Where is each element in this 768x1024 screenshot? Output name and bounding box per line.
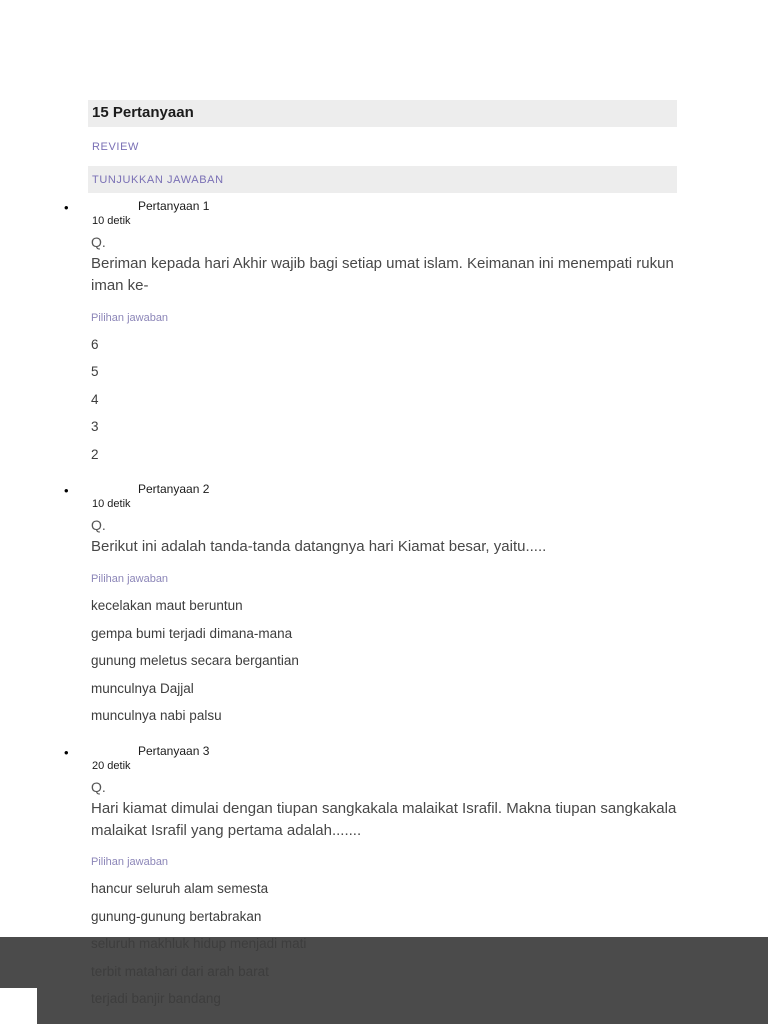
question-prefix: Q. — [91, 234, 106, 251]
question-block — [64, 743, 677, 1021]
choice-option: terbit matahari dari arah barat — [91, 963, 269, 979]
choices-list — [91, 599, 677, 723]
choice-option: hancur seluruh alam semesta — [91, 881, 269, 897]
question-block — [64, 199, 677, 476]
question-timer: 10 detik — [92, 215, 131, 228]
choice-option: 6 — [91, 336, 99, 352]
choice-option: gunung-gunung bertabrakan — [91, 908, 262, 924]
question-label: Pertanyaan 2 — [138, 482, 210, 497]
choices-label: Pilihan jawaban — [91, 856, 169, 869]
question-text: Berikut ini adalah tanda-tanda datangnya hari Kiamat besar, yaitu..... — [91, 538, 547, 556]
show-answers-button[interactable] — [88, 166, 677, 193]
choice-option: seluruh makhluk hidup menjadi mati — [91, 936, 307, 952]
bullet-icon: • — [64, 483, 69, 499]
question-text: Hari kiamat dimulai dengan tiupan sangkakala malaikat Israfil. Makna tiupan sangkakala malaikat Israfil yang pertama adalah....... — [91, 799, 677, 839]
choice-option: terjadi banjir bandang — [91, 991, 221, 1007]
choices-list — [91, 882, 677, 1006]
quiz-question-count: 15 Pertanyaan — [92, 104, 194, 121]
question-timer: 10 detik — [92, 498, 131, 511]
choice-option: 3 — [91, 419, 99, 435]
review-link[interactable]: REVIEW — [92, 141, 139, 153]
bullet-icon: • — [64, 744, 69, 760]
show-answers-label: TUNJUKKAN JAWABAN — [92, 174, 224, 186]
question-text: Beriman kepada hari Akhir wajib bagi setiap umat islam. Keimanan ini menempati rukun iman ke- — [91, 255, 674, 294]
question-prefix: Q. — [91, 517, 106, 534]
bullet-icon: • — [64, 200, 69, 215]
question-label: Pertanyaan 3 — [138, 743, 210, 758]
choice-option: kecelakan maut beruntun — [91, 598, 243, 614]
choices-label: Pilihan jawaban — [91, 573, 169, 586]
choice-option: 4 — [91, 391, 99, 407]
quiz-title-bar — [88, 100, 677, 127]
choice-option: munculnya Dajjal — [91, 680, 194, 696]
choice-option: 5 — [91, 364, 99, 380]
questions-list — [64, 199, 677, 1021]
question-label: Pertanyaan 1 — [138, 199, 210, 213]
next-page-corner — [0, 988, 37, 1024]
choice-option: gempa bumi terjadi dimana-mana — [91, 625, 293, 641]
question-timer: 20 detik — [92, 759, 131, 772]
question-prefix: Q. — [91, 778, 106, 795]
choice-option: munculnya nabi palsu — [91, 708, 222, 724]
choices-list — [91, 338, 677, 462]
choices-label: Pilihan jawaban — [91, 311, 169, 324]
choice-option: gunung meletus secara bergantian — [91, 653, 299, 669]
choice-option: 2 — [91, 446, 99, 462]
question-block — [64, 482, 677, 737]
